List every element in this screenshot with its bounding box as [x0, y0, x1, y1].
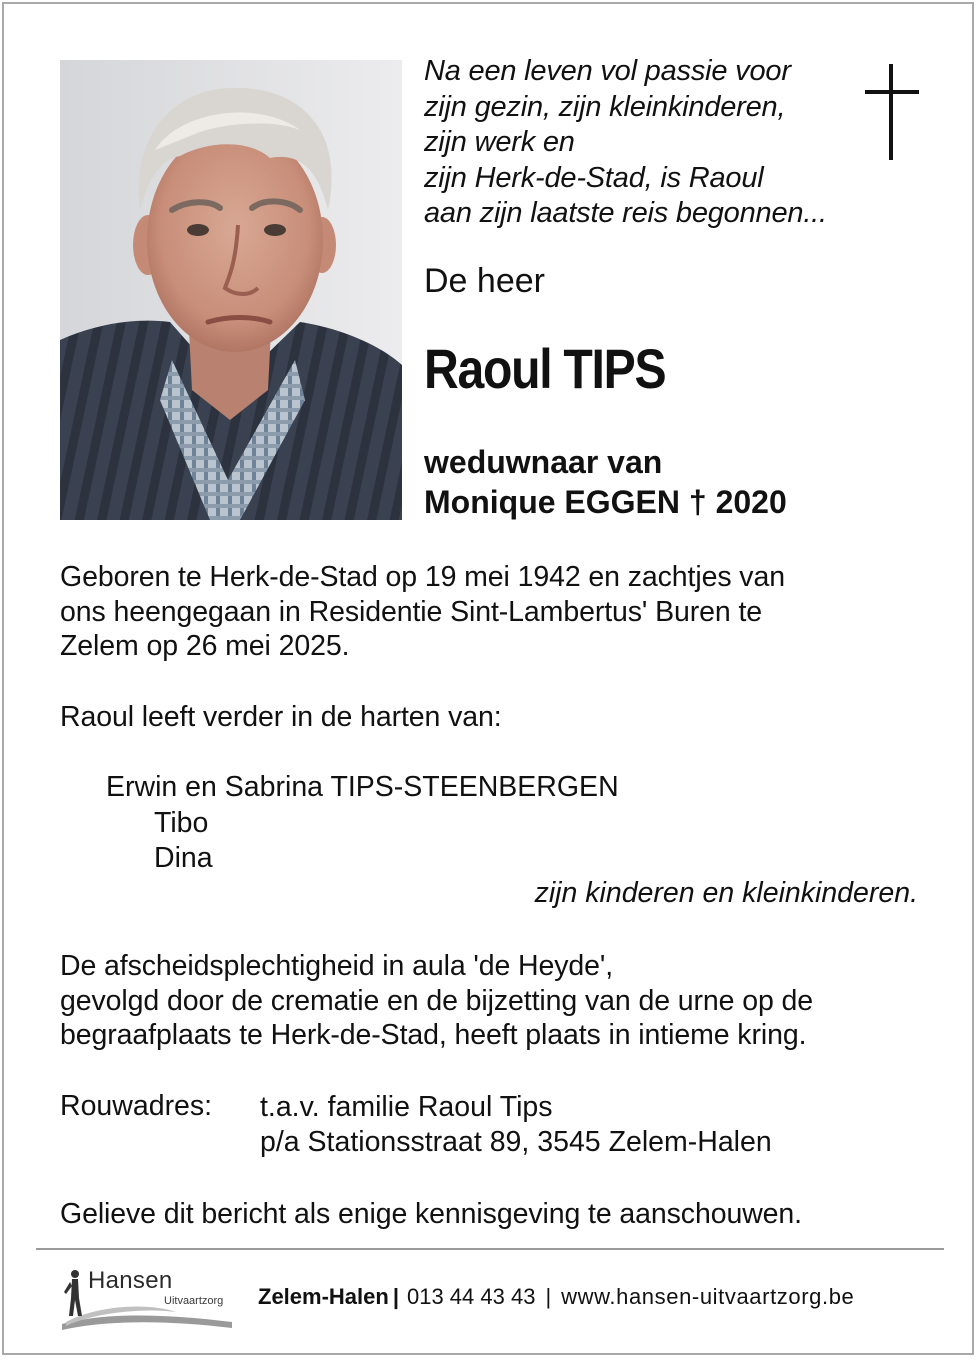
closing-text	[60, 1197, 802, 1232]
salutation: De heer	[424, 262, 545, 300]
grandchild-name: Dina	[154, 842, 213, 874]
lives-on-line: Raoul leeft verder in de harten van:	[60, 701, 502, 733]
grandchild-name: Tibo	[154, 806, 209, 839]
closing-line: Gelieve dit bericht als enige kennisgeving te aanschouwen.	[60, 1198, 803, 1230]
intro-line: Na een leven vol passie voor	[424, 55, 791, 87]
logo-subtitle: Uitvaartzorg	[164, 1295, 224, 1307]
intro-line: zijn gezin, zijn kleinkinderen,	[424, 90, 786, 123]
paragraph-line: begraafplaats te Herk-de-Stad, heeft plaats in intieme kring.	[60, 1019, 807, 1051]
footer-website-link[interactable]: www.hansen-uitvaartzorg.be	[561, 1284, 855, 1309]
logo-name: Hansen	[88, 1267, 173, 1294]
footer-divider	[36, 1248, 944, 1250]
portrait-illustration	[60, 60, 402, 520]
cross-icon	[862, 64, 922, 160]
intro-line: zijn Herk-de-Stad, is Raoul	[424, 161, 764, 194]
intro-text	[424, 54, 827, 232]
deceased-name: Raoul TIPS	[424, 337, 666, 400]
widower-line: weduwnaar van	[424, 444, 663, 480]
paragraph-line: Geboren te Herk-de-Stad op 19 mei 1942 en zachtjes van	[60, 561, 785, 593]
family-list	[106, 770, 619, 877]
ceremony-paragraph	[60, 949, 813, 1053]
widower-of	[424, 442, 787, 522]
mourning-address	[260, 1090, 772, 1159]
paragraph-line: Zelem op 26 mei 2025.	[60, 630, 350, 662]
footer-contact	[258, 1284, 854, 1310]
footer-phone[interactable]: 013 44 43 43	[406, 1284, 536, 1309]
address-line: p/a Stationsstraat 89, 3545 Zelem-Halen	[260, 1125, 772, 1158]
paragraph-line: gevolgd door de crematie en de bijzetting van de urne op de	[60, 984, 814, 1017]
intro-line: zijn werk en	[424, 126, 575, 158]
footer-separator: |	[392, 1284, 399, 1309]
birth-death-paragraph	[60, 560, 785, 664]
portrait-photo	[60, 60, 402, 520]
paragraph-line: De afscheidsplechtigheid in aula 'de Heyde',	[60, 950, 614, 982]
family-signature: zijn kinderen en kleinkinderen.	[534, 877, 918, 909]
lives-on-text	[60, 700, 502, 735]
spouse-name: Monique EGGEN † 2020	[424, 484, 787, 520]
footer-location: Zelem-Halen	[258, 1284, 389, 1309]
intro-line: aan zijn laatste reis begonnen...	[424, 197, 827, 229]
paragraph-line: ons heengegaan in Residentie Sint-Lambertus' Buren te	[60, 595, 763, 628]
footer-separator: |	[545, 1284, 552, 1309]
address-line: t.a.v. familie Raoul Tips	[260, 1091, 553, 1123]
children-names: Erwin en Sabrina TIPS-STEENBERGEN	[106, 771, 619, 803]
address-label: Rouwadres:	[60, 1090, 213, 1122]
